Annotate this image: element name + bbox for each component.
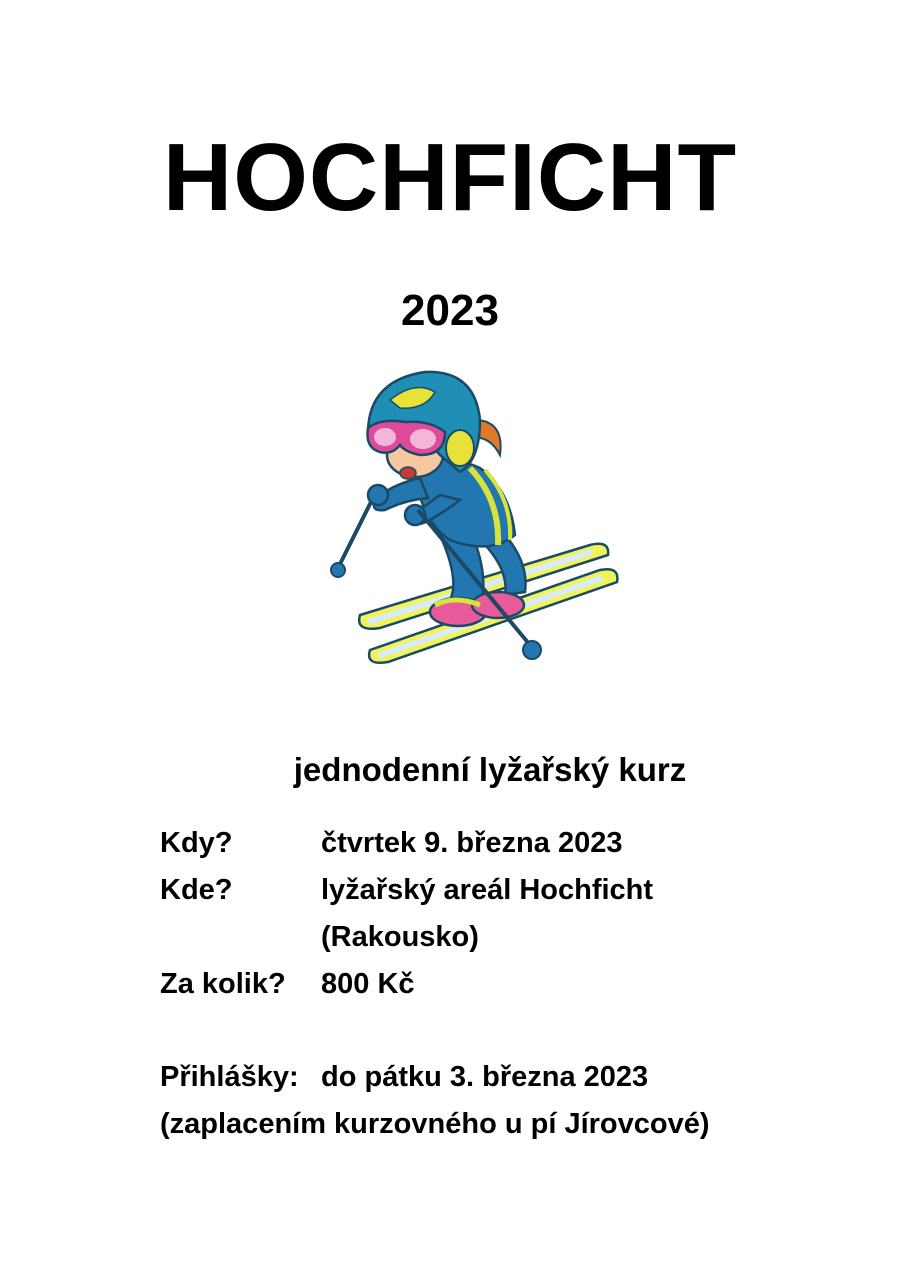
poster-year: 2023 — [401, 286, 499, 335]
course-subtitle: jednodenní lyžařský kurz — [293, 751, 687, 788]
where-value-line2: (Rakousko) — [321, 921, 479, 953]
where-label: Kde? — [160, 874, 233, 906]
price-label: Za kolik? — [160, 968, 286, 1000]
registration-label: Přihlášky: — [160, 1061, 299, 1093]
registration-value: do pátku 3. března 2023 — [321, 1061, 649, 1093]
registration-note: (zaplacením kurzovného u pí Jírovcové) — [160, 1108, 710, 1140]
poster-title: HOCHFICHT — [162, 124, 738, 231]
price-value: 800 Kč — [321, 968, 415, 1000]
skier-child-illustration — [320, 360, 630, 700]
when-label: Kdy? — [160, 827, 233, 859]
where-value-line1: lyžařský areál Hochficht — [321, 874, 654, 906]
skier-goggles — [368, 421, 446, 455]
when-value: čtvrtek 9. března 2023 — [321, 827, 623, 859]
